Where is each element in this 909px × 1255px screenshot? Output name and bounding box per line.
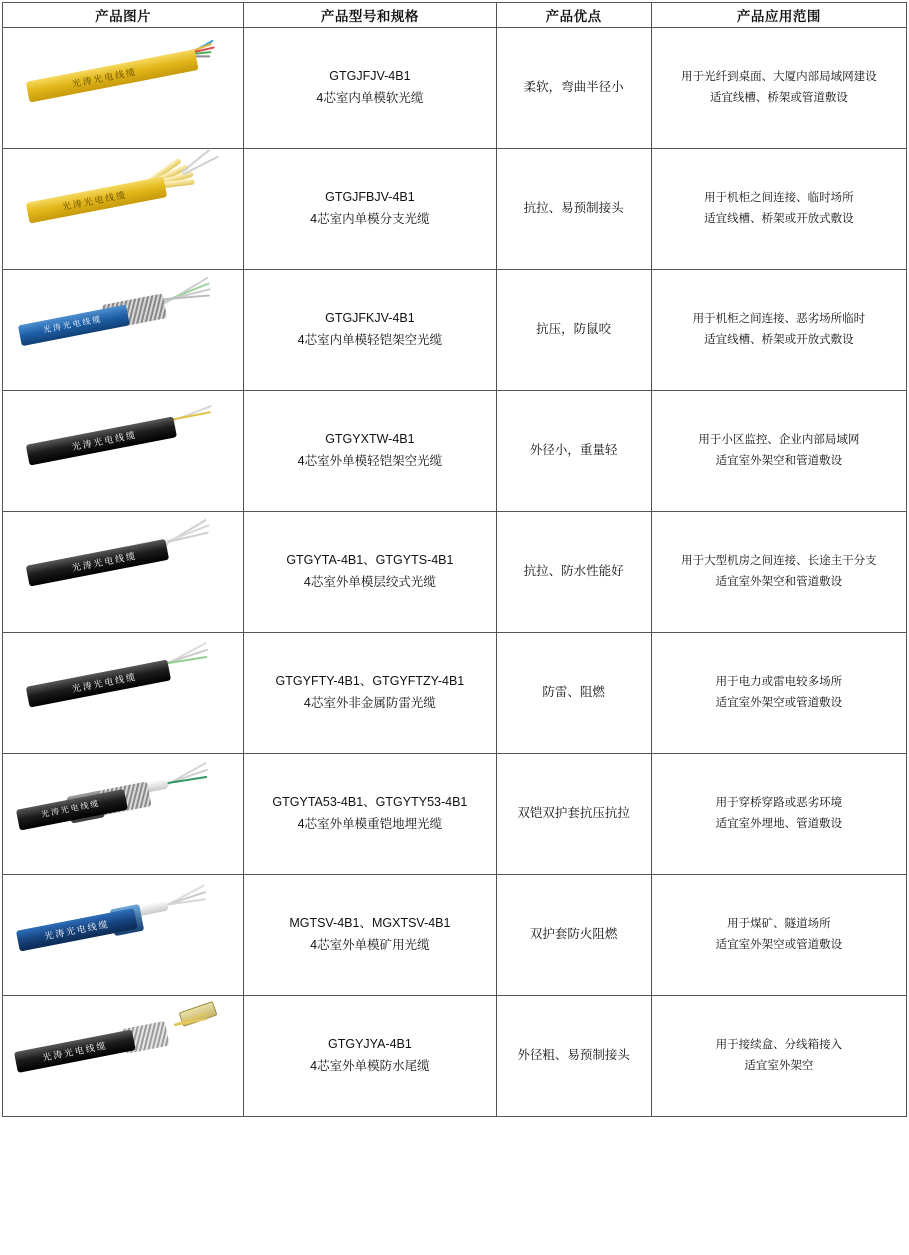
cable-photo-gtgyxtw-4b1 <box>3 392 244 511</box>
product-image-cell <box>3 270 244 391</box>
application-line: 用于大型机房之间连接、长途主干分支 <box>681 554 877 567</box>
product-advantage-cell: 外径小，重量轻 <box>496 391 651 512</box>
model-code: GTGYTA-4B1、GTGYTS-4B1 <box>286 553 454 568</box>
cable-brand-text: 光涛光电线缆 <box>71 671 138 694</box>
model-code: GTGJFBJV-4B1 <box>325 190 415 205</box>
table-header <box>3 3 907 28</box>
column-header-image: 产品图片 <box>3 3 244 28</box>
cable-brand-text: 光涛光电线缆 <box>71 429 138 452</box>
product-application-cell <box>651 391 906 512</box>
model-description: 4芯室外单模防水尾缆 <box>310 1059 430 1073</box>
product-application-cell <box>651 754 906 875</box>
column-header-model: 产品型号和规格 <box>244 3 496 28</box>
application-line: 用于接续盒、分线箱接入 <box>715 1038 843 1051</box>
column-header-advantage: 产品优点 <box>496 3 651 28</box>
table-row <box>3 996 907 1117</box>
table-row <box>3 633 907 754</box>
application-line: 用于穿桥穿路或恶劣环境 <box>715 796 843 809</box>
product-image-cell <box>3 28 244 149</box>
product-model-cell <box>244 391 496 512</box>
application-line: 适宜室外架空和管道敷设 <box>715 455 843 467</box>
model-code: GTGYXTW-4B1 <box>325 432 415 447</box>
application-line: 用于煤矿、隧道场所 <box>727 917 831 930</box>
cable-photo-gtgyfty-4b1 <box>3 634 244 753</box>
application-line: 适宜室外埋地、管道敷设 <box>715 818 843 830</box>
product-advantage-cell: 抗拉、防水性能好 <box>496 512 651 633</box>
product-advantage-cell: 双铠双护套抗压抗拉 <box>496 754 651 875</box>
cable-brand-text: 光涛光电线缆 <box>42 313 104 335</box>
product-image-cell <box>3 633 244 754</box>
application-line: 适宜室外架空 <box>744 1060 814 1072</box>
product-model-cell <box>244 149 496 270</box>
model-code: MGTSV-4B1、MGXTSV-4B1 <box>289 916 451 931</box>
column-header-application: 产品应用范围 <box>651 3 906 28</box>
product-model-cell <box>244 754 496 875</box>
model-code: GTGYFTY-4B1、GTGYFTZY-4B1 <box>275 674 465 689</box>
cable-brand-text: 光涛光电线缆 <box>40 798 102 819</box>
table-row <box>3 391 907 512</box>
cable-photo-gtgjfkjv-4b1 <box>3 271 244 390</box>
model-code: GTGYTA53-4B1、GTGYTY53-4B1 <box>272 795 468 810</box>
product-application-cell <box>651 633 906 754</box>
product-advantage-cell: 柔软，弯曲半径小 <box>496 28 651 149</box>
application-line: 适宜线槽、桥架或开放式敷设 <box>704 334 854 346</box>
product-advantage-cell: 双护套防火阻燃 <box>496 875 651 996</box>
cable-photo-gtgjfbjv-4b1 <box>3 150 244 269</box>
product-advantage-cell: 防雷、阻燃 <box>496 633 651 754</box>
application-line: 用于光纤到桌面、大厦内部局域网建设 <box>681 70 877 83</box>
model-code: GTGYJYA-4B1 <box>327 1037 412 1052</box>
model-description: 4芯室内单模轻铠架空光缆 <box>297 333 443 347</box>
cable-brand-text: 光涛光电线缆 <box>43 918 111 941</box>
application-line: 适宜室外架空和管道敷设 <box>715 576 843 588</box>
cable-photo-mgtsv-4b1 <box>3 876 244 995</box>
product-table <box>2 2 907 1117</box>
application-line: 适宜线槽、桥架或开放式敷设 <box>704 213 854 225</box>
cable-brand-text: 光涛光电线缆 <box>41 1039 109 1063</box>
product-image-cell <box>3 754 244 875</box>
product-image-cell <box>3 996 244 1117</box>
product-advantage-cell: 外径粗、易预制接头 <box>496 996 651 1117</box>
product-model-cell <box>244 28 496 149</box>
application-line: 用于机柜之间连接、恶劣场所临时 <box>692 312 866 325</box>
product-application-cell <box>651 149 906 270</box>
product-image-cell <box>3 512 244 633</box>
cable-photo-gtgyjya-4b1 <box>3 997 244 1116</box>
application-line: 适宜线槽、桥架或管道敷设 <box>709 92 848 104</box>
product-application-cell <box>651 512 906 633</box>
model-description: 4芯室内单模分支光缆 <box>310 212 430 226</box>
application-line: 用于小区监控、企业内部局域网 <box>698 433 860 446</box>
model-description: 4芯室外单模矿用光缆 <box>310 938 430 952</box>
product-model-cell <box>244 996 496 1117</box>
product-model-cell <box>244 512 496 633</box>
product-model-cell <box>244 875 496 996</box>
model-description: 4芯室外非金属防雷光缆 <box>303 696 436 710</box>
table-row <box>3 149 907 270</box>
product-image-cell <box>3 391 244 512</box>
product-application-cell <box>651 875 906 996</box>
product-application-cell <box>651 996 906 1117</box>
application-line: 用于电力或雷电较多场所 <box>715 675 843 688</box>
model-code: GTGJFKJV-4B1 <box>325 311 415 326</box>
cable-photo-gtgyta53-4b1 <box>3 755 244 874</box>
product-application-cell <box>651 270 906 391</box>
cable-brand-text: 光涛光电线缆 <box>71 66 138 89</box>
model-description: 4芯室外单模重铠地埋光缆 <box>297 817 443 831</box>
table-body <box>3 28 907 1117</box>
product-model-cell <box>244 270 496 391</box>
table-row <box>3 875 907 996</box>
table-row <box>3 754 907 875</box>
cable-photo-gtgyta-4b1 <box>3 513 244 632</box>
product-application-cell <box>651 28 906 149</box>
model-description: 4芯室外单模层绞式光缆 <box>303 575 436 589</box>
product-advantage-cell: 抗拉、易预制接头 <box>496 149 651 270</box>
cable-brand-text: 光涛光电线缆 <box>71 550 138 573</box>
product-image-cell <box>3 875 244 996</box>
model-code: GTGJFJV-4B1 <box>329 69 411 84</box>
table-row <box>3 270 907 391</box>
table-row <box>3 512 907 633</box>
cable-brand-text: 光涛光电线缆 <box>61 189 128 212</box>
model-description: 4芯室内单模软光缆 <box>316 91 424 105</box>
product-image-cell <box>3 149 244 270</box>
application-line: 适宜室外架空或管道敷设 <box>715 697 843 709</box>
application-line: 用于机柜之间连接、临时场所 <box>704 191 854 204</box>
cable-photo-gtgjfjv-4b1 <box>3 29 244 148</box>
application-line: 适宜室外架空或管道敷设 <box>715 939 843 951</box>
model-description: 4芯室外单模轻铠架空光缆 <box>297 454 443 468</box>
table-header-row <box>3 3 907 28</box>
product-advantage-cell: 抗压，防鼠咬 <box>496 270 651 391</box>
product-model-cell <box>244 633 496 754</box>
table-row <box>3 28 907 149</box>
